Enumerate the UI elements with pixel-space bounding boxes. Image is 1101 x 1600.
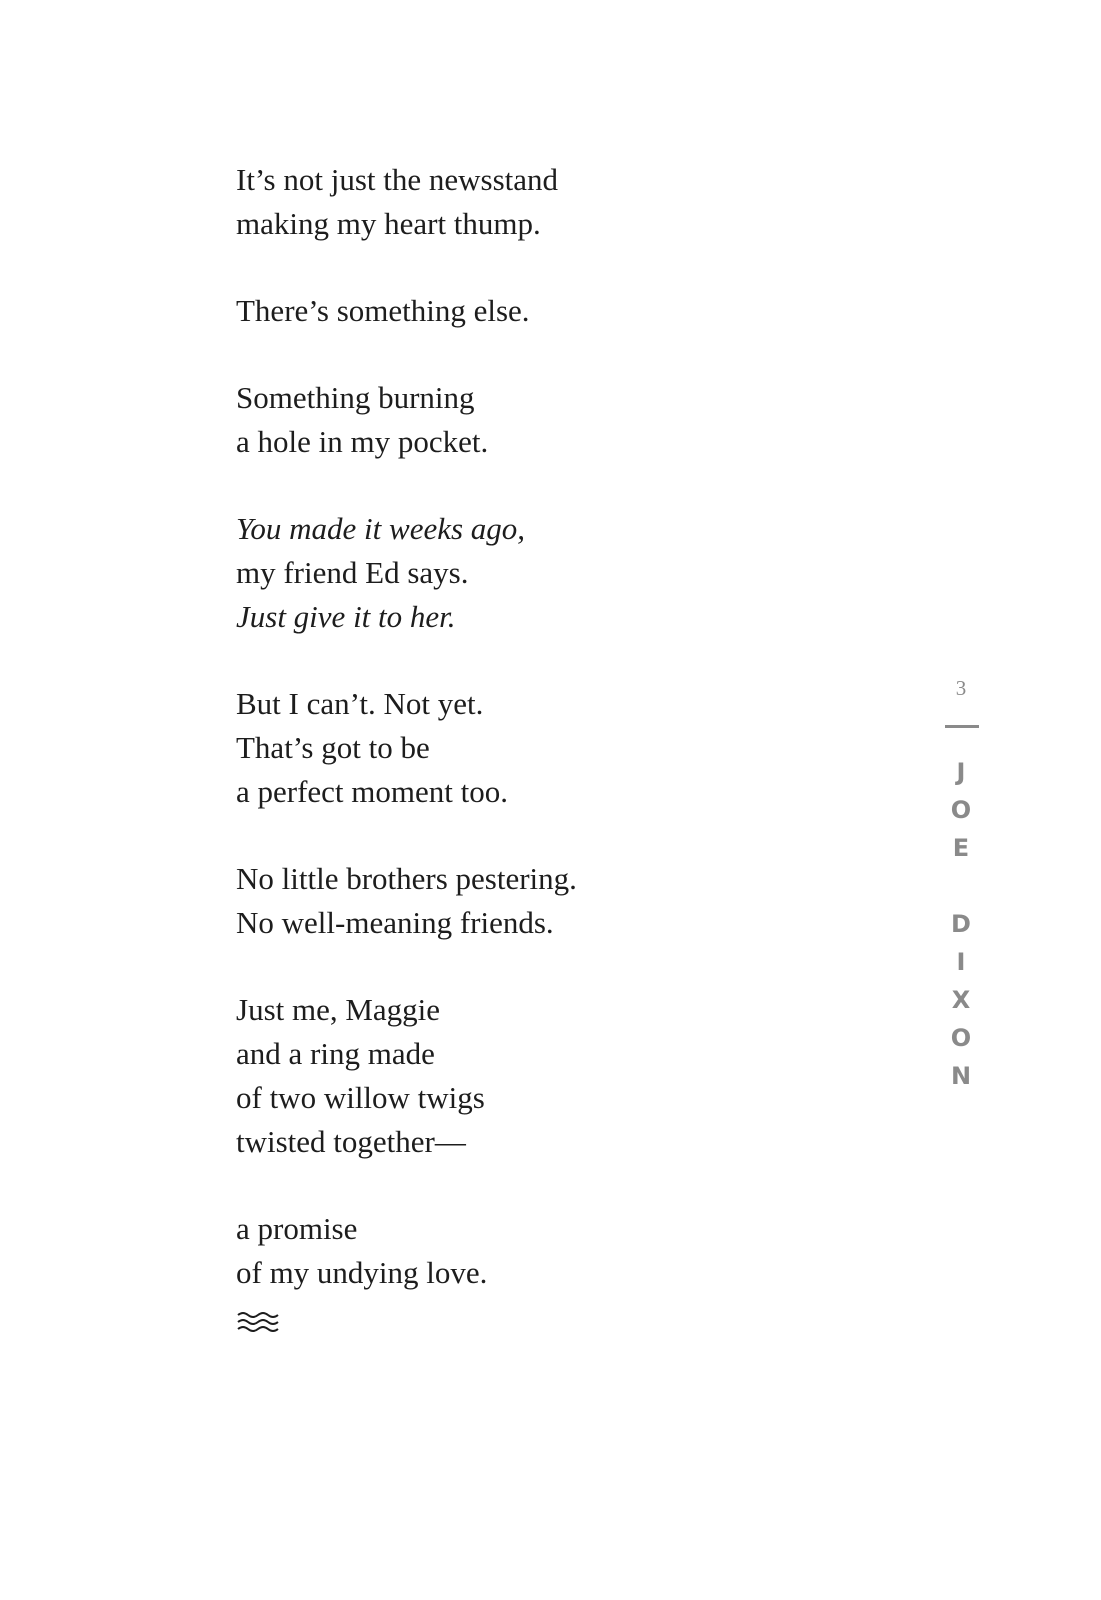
poem-line: No little brothers pestering. [236,861,577,896]
poem-line: a hole in my pocket. [236,424,489,459]
poem [236,158,796,1295]
poem-line: of my undying love. [236,1255,488,1290]
page-number: 3 [955,676,967,700]
stanza [236,857,796,945]
poem-line: twisted together— [236,1124,466,1159]
poem-line: a perfect moment too. [236,774,509,809]
author-name-letter: O [950,796,972,824]
author-name-gap [940,867,982,905]
stanza [236,682,796,814]
poem-line: of two willow twigs [236,1080,485,1115]
poem-line: You made it weeks ago, [236,511,526,546]
poem-line: Just me, Maggie [236,992,441,1027]
stanza [236,158,796,246]
poem-line: my friend Ed says. [236,555,469,590]
stanza [236,507,796,639]
poem-line: There’s something else. [236,293,530,328]
author-name-letter: N [950,1062,972,1090]
poem-line: making my heart thump. [236,206,541,241]
author-name-letter: O [950,1024,972,1052]
poem-line: No well-meaning friends. [236,905,554,940]
folio-rule [945,725,979,728]
poem-line: Just give it to her. [236,599,456,634]
poem-line: But I can’t. Not yet. [236,686,484,721]
poem-line: It’s not just the newsstand [236,162,559,197]
author-name-letter: E [952,834,970,862]
author-name-letter: D [951,910,971,938]
poem-line: and a ring made [236,1036,435,1071]
wave-icon [236,1310,282,1334]
stanza [236,289,796,333]
stanza [236,376,796,464]
author-name-letter: X [951,986,971,1014]
stanza [236,988,796,1164]
poem-line: That’s got to be [236,730,430,765]
poem-line: a promise [236,1211,358,1246]
stanza [236,1207,796,1295]
author-name-vertical [940,753,982,1095]
author-name-letter: J [956,758,966,786]
poem-line: Something burning [236,380,475,415]
author-name-letter: I [956,948,966,976]
